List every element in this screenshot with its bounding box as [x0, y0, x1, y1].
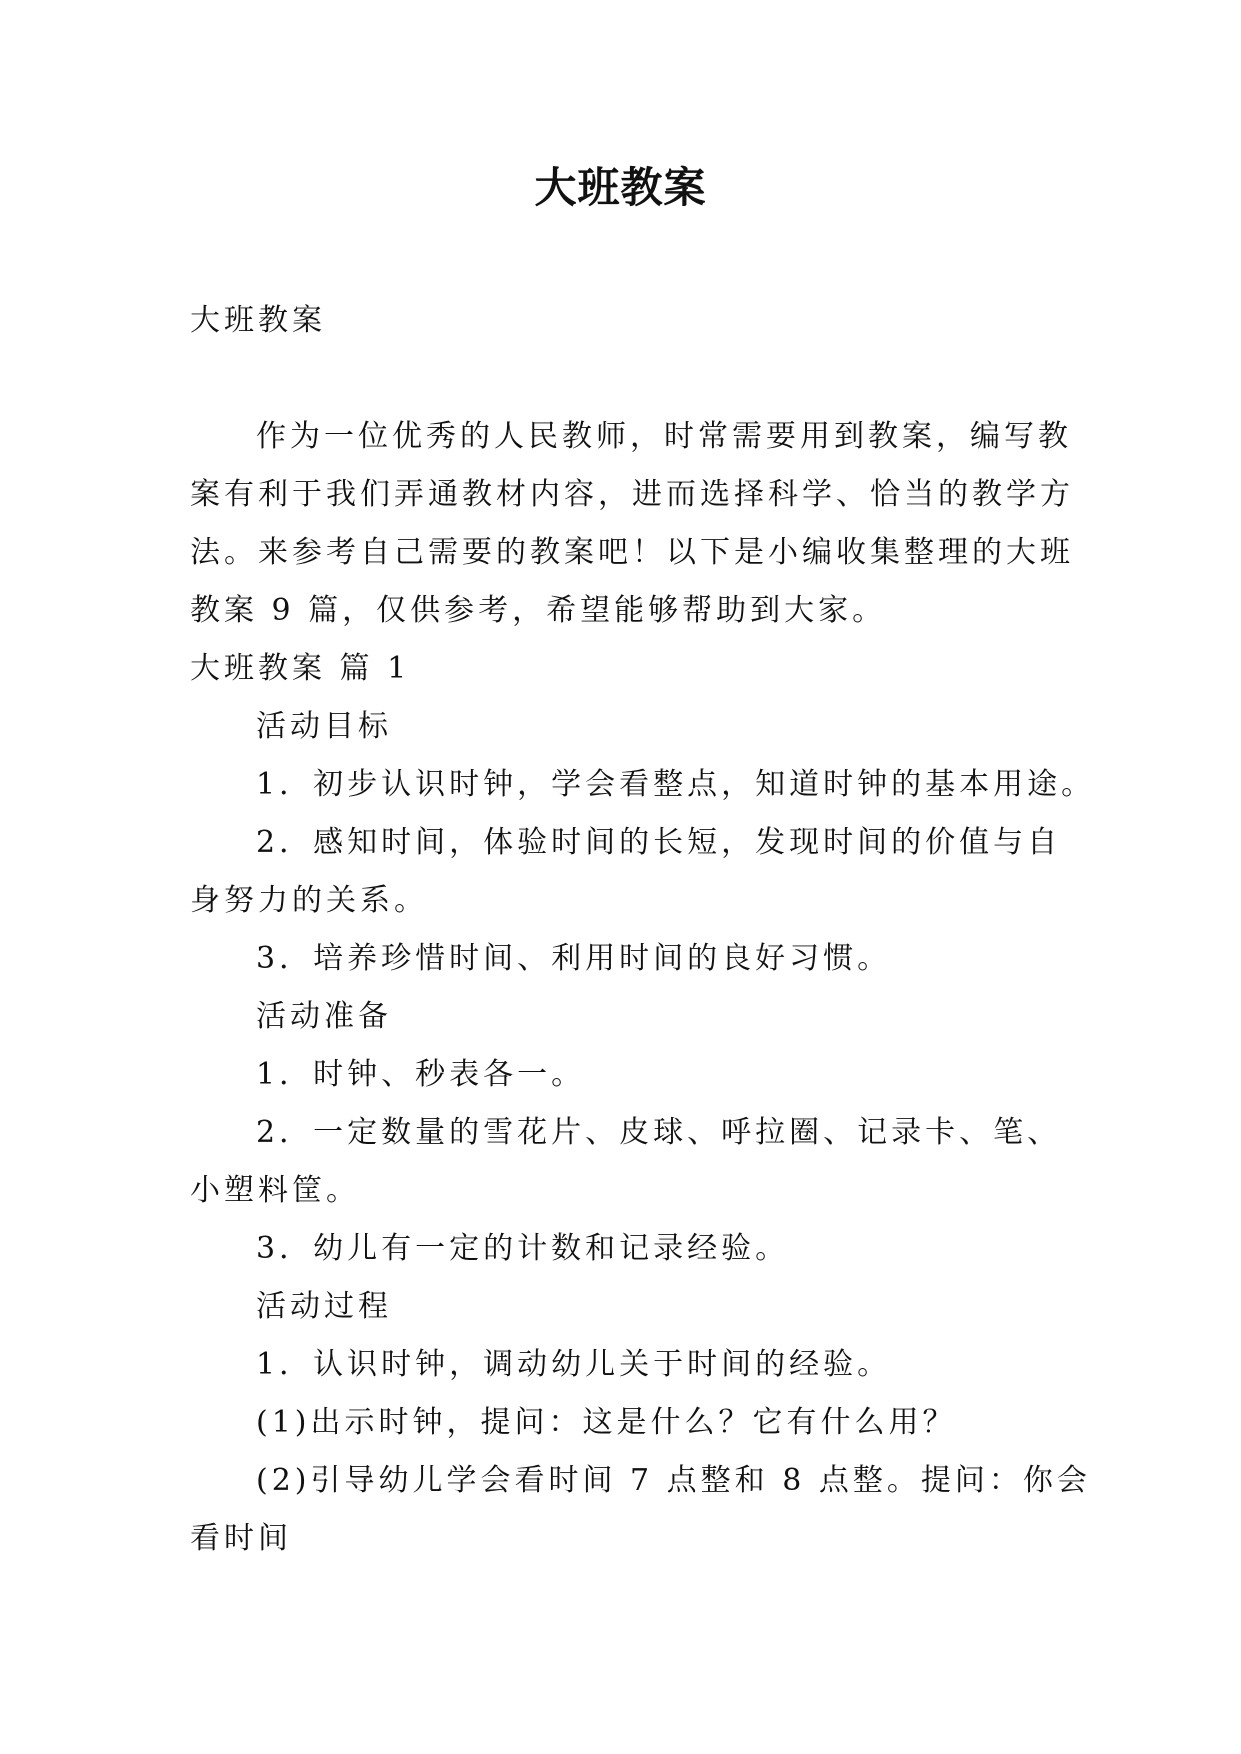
intro-line-3: 法。来参考自己需要的教案吧！以下是小编收集整理的大班	[190, 535, 1074, 570]
process-item-1-2: (2)引导幼儿学会看时间 7 点整和 8 点整。提问：你会	[256, 1463, 1091, 1498]
goal-heading: 活动目标	[256, 709, 392, 744]
process-item-1-2-continued: 看时间	[190, 1521, 292, 1556]
prep-item-2: 2．一定数量的雪花片、皮球、呼拉圈、记录卡、笔、	[256, 1115, 1062, 1150]
prep-heading: 活动准备	[256, 999, 392, 1034]
document-title: 大班教案	[534, 163, 707, 212]
intro-line-1: 作为一位优秀的人民教师，时常需要用到教案，编写教	[256, 419, 1072, 454]
prep-item-2-continued: 小塑料筐。	[190, 1173, 360, 1208]
paragraph-gap	[190, 350, 1070, 408]
process-heading: 活动过程	[256, 1289, 392, 1324]
document-body	[190, 292, 1096, 1568]
goal-item-3: 3．培养珍惜时间、利用时间的良好习惯。	[256, 941, 892, 976]
goal-item-1: 1．初步认识时钟，学会看整点，知道时钟的基本用途。	[256, 767, 1096, 802]
process-item-1: 1．认识时钟，调动幼儿关于时间的经验。	[256, 1347, 892, 1382]
section-heading: 大班教案 篇 1	[190, 651, 411, 686]
prep-item-3: 3．幼儿有一定的计数和记录经验。	[256, 1231, 790, 1266]
goal-item-2: 2．感知时间，体验时间的长短，发现时间的价值与自	[256, 825, 1062, 860]
intro-line-2: 案有利于我们弄通教材内容，进而选择科学、恰当的教学方	[190, 477, 1074, 512]
process-item-1-1: (1)出示时钟，提问：这是什么？它有什么用？	[256, 1405, 957, 1440]
intro-line-4: 教案 9 篇，仅供参考，希望能够帮助到大家。	[190, 593, 887, 628]
goal-item-2-continued: 身努力的关系。	[190, 883, 428, 918]
document-subtitle: 大班教案	[190, 303, 326, 338]
prep-item-1: 1．时钟、秒表各一。	[256, 1057, 586, 1092]
